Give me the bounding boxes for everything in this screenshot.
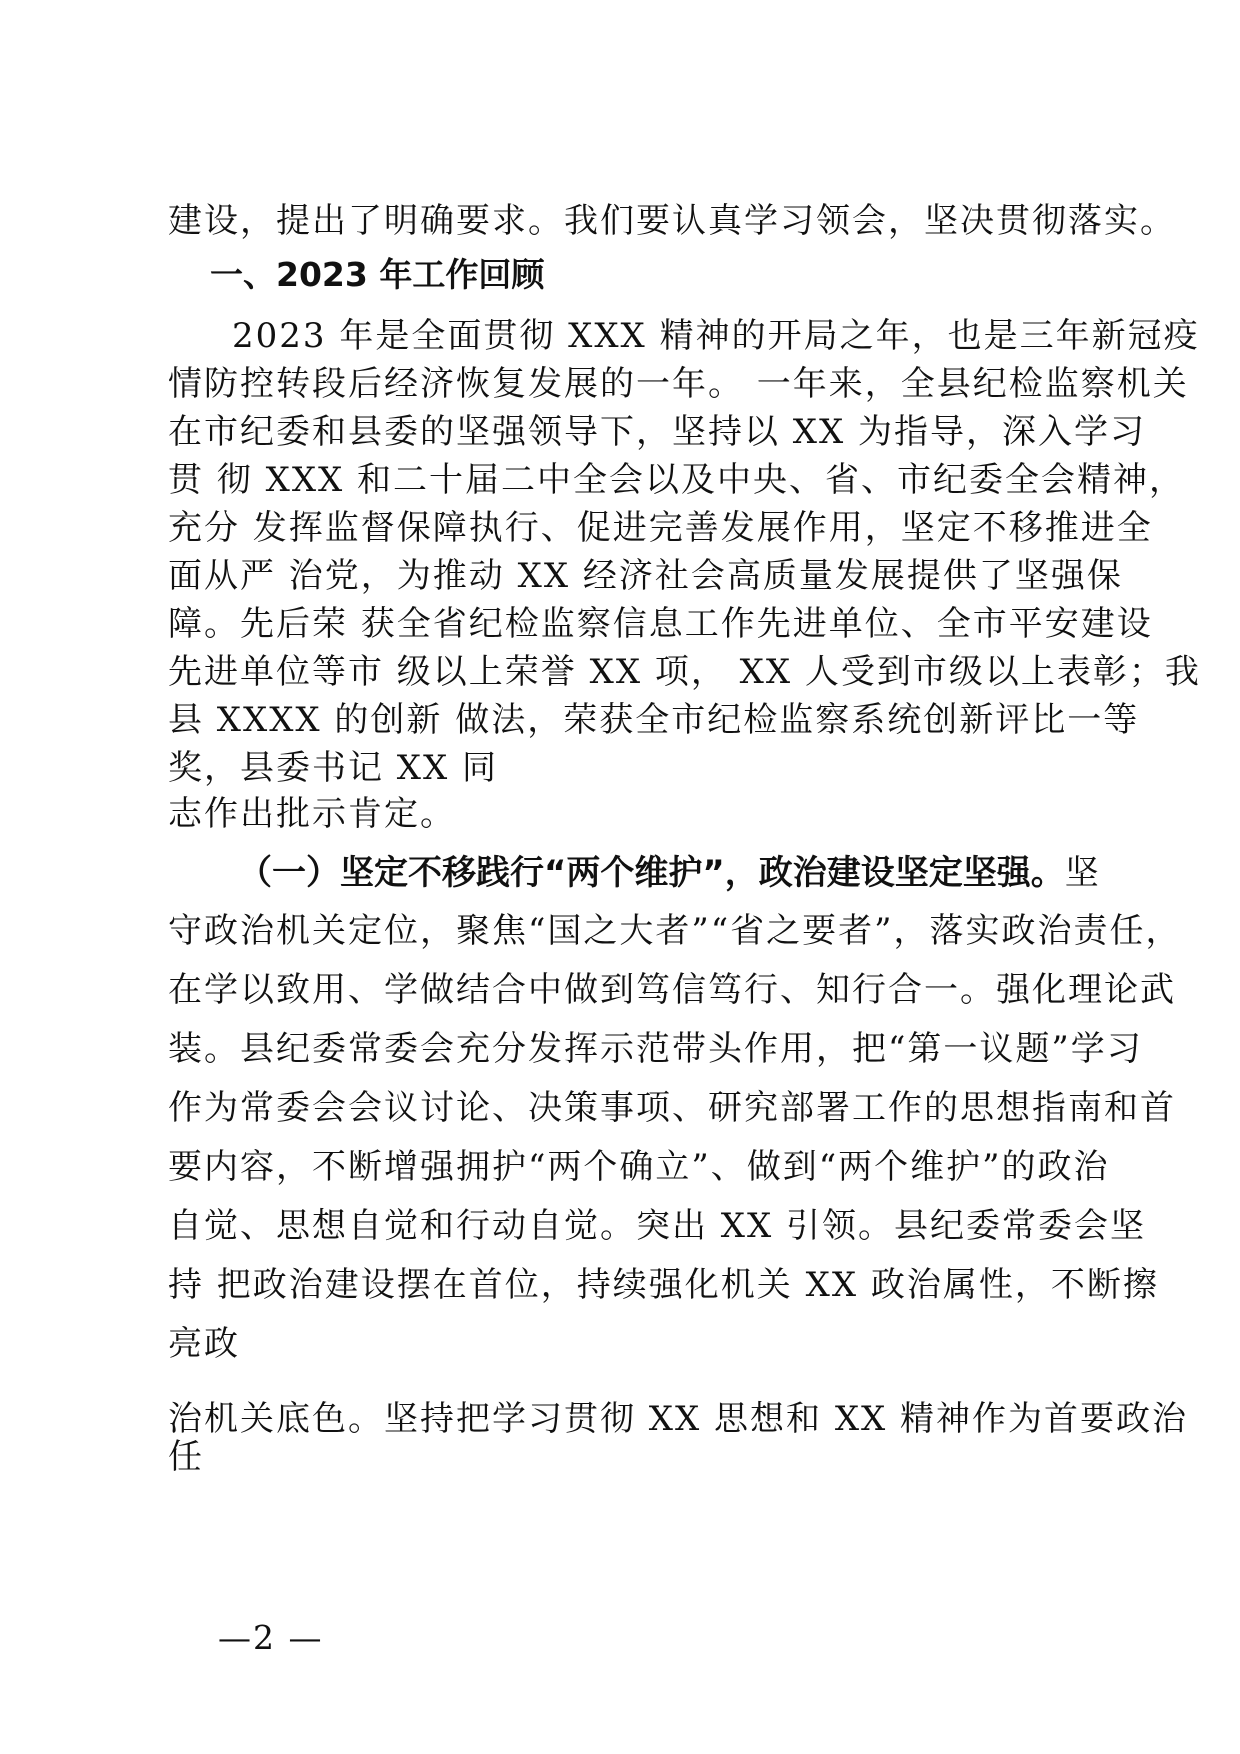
- text-line: 奖，县委书记 XX 同: [168, 748, 499, 788]
- text-line: 亮政: [168, 1324, 240, 1364]
- subsection-heading: （一）坚定不移践行“两个维护”，政治建设坚定坚强。: [238, 853, 1065, 893]
- text-line: 先进单位等市 级以上荣誉 XX 项， XX 人受到市级以上表彰；我: [168, 652, 1201, 692]
- text-line: 治机关底色。坚持把学习贯彻 XX 思想和 XX 精神作为首要政治: [168, 1399, 1189, 1439]
- text-line: 面从严 治党，为推动 XX 经济社会高质量发展提供了坚强保: [168, 556, 1123, 596]
- subsection-heading-line: [238, 852, 1158, 894]
- text-line: 自觉、思想自觉和行动自觉。突出 XX 引领。县纪委常委会坚: [168, 1206, 1147, 1246]
- text-line: 志作出批示肯定。: [168, 794, 456, 834]
- section-heading: 一、2023 年工作回顾: [210, 255, 545, 294]
- text-line: 建设，提出了明确要求。我们要认真学习领会，坚决贯彻落实。: [168, 201, 1176, 241]
- subsection-lead-rest: 坚: [1064, 853, 1101, 893]
- text-line: 作为常委会会议讨论、决策事项、研究部署工作的思想指南和首: [168, 1088, 1176, 1128]
- text-line: 充分 发挥监督保障执行、促进完善发展作用，坚定不移推进全: [168, 508, 1153, 548]
- text-line: 贯 彻 XXX 和二十届二中全会以及中央、省、市纪委全会精神，: [168, 460, 1186, 500]
- text-line: 装。县纪委常委会充分发挥示范带头作用，把“第一议题”学习: [168, 1029, 1143, 1069]
- text-line: 2023 年是全面贯彻 XXX 精神的开局之年，也是三年新冠疫: [232, 316, 1200, 356]
- text-line: 任: [168, 1437, 204, 1477]
- text-line: 持 把政治建设摆在首位，持续强化机关 XX 政治属性，不断擦: [168, 1265, 1159, 1305]
- text-line: 要内容，不断增强拥护“两个确立”、做到“两个维护”的政治: [168, 1147, 1110, 1187]
- text-line: 守政治机关定位，聚焦“国之大者”“省之要者”，落实政治责任，: [168, 911, 1182, 951]
- text-line: 障。先后荣 获全省纪检监察信息工作先进单位、全市平安建设: [168, 604, 1153, 644]
- text-line: 县 XXXX 的创新 做法，荣获全市纪检监察系统创新评比一等: [168, 700, 1140, 740]
- text-line: 情防控转段后经济恢复发展的一年。 一年来，全县纪检监察机关: [168, 364, 1189, 404]
- text-line: 在市纪委和县委的坚强领导下，坚持以 XX 为指导，深入学习: [168, 412, 1147, 452]
- page-number: —2 —: [218, 1618, 324, 1657]
- text-line: 在学以致用、学做结合中做到笃信笃行、知行合一。强化理论武: [168, 970, 1176, 1010]
